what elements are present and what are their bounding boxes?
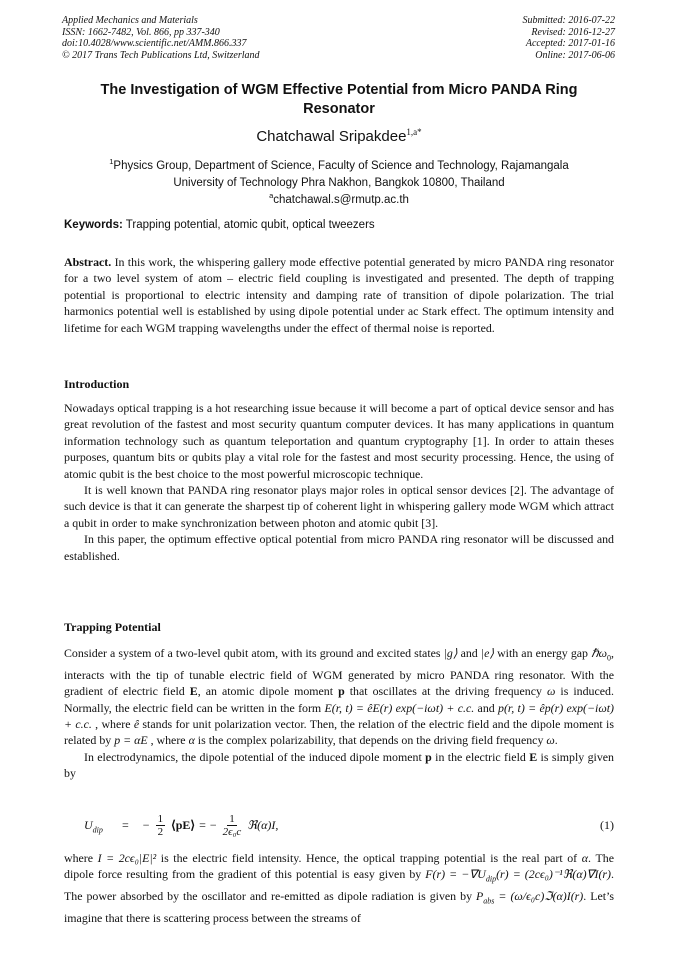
- trapping-paragraph-1: Consider a system of a two-level qubit atom, with its ground and excited states |g⟩ and |e⟩ with an energy gap ℏω$_0$, interacts with the tip of tunable electric field of WGM generated by micro PANDA ring resonator. With the gradient of electric field E, an atomic dipole moment p that oscillates at the driving frequency ω is induced. Normally, the electric field can be written in the form E(r, t) = êE(r) exp(−iωt) + c.c. and p(r, t) = êp(r) exp(−iωt) + c.c. , where ê stands for unit polarization vector. Then, the relation of the electric field and the dipole moment is related by p = αE , where α is the complex polarizability, that depends on the driving field frequency ω.: [64, 646, 614, 748]
- journal-header-right: [523, 15, 616, 61]
- online-date: Online: 2017-06-06: [535, 49, 615, 61]
- trapping-paragraph-3: where I = 2cϵ₀|E|² is the electric field intensity. Hence, the optical trapping potential is the real part of α. The dipole force resulting from the gradient of this potential is easy given by $F(r) = -\nabla U_{dip}(r)$ = (2cϵ₀)⁻¹ℜ(α)∇I(r). The power absorbed by the oscillator and re-emitted as dipole radiation is given by $P_{abs}$ = (ω/ϵ₀c)ℑ(α)I(r). Let’s imagine that there is scattering process between the streams of: [64, 851, 615, 925]
- equation-lhs: $U_{dip}$: [84, 818, 103, 835]
- email-address: chatchawal.s@rmutp.ac.th: [273, 193, 409, 206]
- keywords-text: Trapping potential, atomic qubit, optical tweezers: [122, 219, 375, 231]
- affiliation-superscript: 1: [109, 157, 114, 166]
- author-line: [64, 127, 614, 145]
- author-name: Chatchawal Sripakdee: [256, 128, 407, 145]
- author-email: [64, 191, 614, 206]
- accepted-date: Accepted: 2017-01-16: [525, 38, 615, 49]
- submitted-date: Submitted: 2016-07-22: [522, 15, 615, 26]
- affiliation-line-1: Physics Group, Department of Science, Faculty of Science and Technology, Rajamangala: [113, 159, 569, 172]
- abstract-label: Abstract.: [64, 255, 112, 269]
- trapping-potential-heading: Trapping Potential: [64, 620, 161, 634]
- affiliation: [64, 153, 614, 192]
- issn-line: ISSN: 1662-7482, Vol. 866, pp 337-340: [62, 26, 220, 38]
- keywords-label: Keywords:: [64, 219, 123, 231]
- abstract: [64, 254, 614, 336]
- author-superscript: 1,a*: [406, 127, 422, 137]
- paper-title: The Investigation of WGM Effective Potential from Micro PANDA Ring Resonator: [100, 82, 578, 117]
- trapping-paragraph-2: In electrodynamics, the dipole potential of the induced dipole moment p in the electric field E is simply given by: [64, 749, 614, 781]
- introduction-body: [64, 400, 614, 564]
- email-superscript: a: [269, 191, 274, 200]
- copyright-line: © 2017 Trans Tech Publications Ltd, Switzerland: [62, 49, 260, 61]
- doi-line: doi:10.4028/www.scientific.net/AMM.866.337: [62, 38, 247, 49]
- intro-paragraph-3: In this paper, the optimum effective optical potential from micro PANDA ring resonator will be discussed and established.: [64, 532, 614, 563]
- equation-1: [64, 808, 614, 844]
- fraction-one-half: $\frac{1}{2}$: [157, 812, 164, 838]
- journal-header-left: [62, 15, 260, 61]
- keywords: [64, 219, 614, 231]
- equation-rhs: = − $\frac{1}{2}$ ⟨pE⟩ = − $\frac{1}{\text{2ϵ₀c}}$ ℜ(α)I,: [122, 812, 279, 838]
- affiliation-line-2: University of Technology Phra Nakhon, Bangkok 10800, Thailand: [173, 176, 505, 189]
- abstract-text: In this work, the whispering gallery mode effective potential generated by micro PANDA ring resonator for a two level system of atom – electric field coupling is investigated and presented. The depth of trapping potential is proportional to electric intensity and damping rate of transition of dipole polarization. The trial harmonics potential well is established by using dipole potential under ac Stark effect. The optimum intensity and lifetime for each WGM trapping wavelengths under the effect of thermal noise is reported.: [64, 255, 614, 335]
- equation-number: (1): [600, 818, 614, 832]
- fraction-one-over-2e0c: $\frac{1}{\text{2ϵ₀c}}$: [222, 812, 242, 838]
- intro-paragraph-2: It is well known that PANDA ring resonator plays major roles in optical sensor devices [2]. The advantage of such device is that it can generate the sharpest tip of coherent light in whispering gallery mode WGM which attract a qubit in order to make synchronization between photon and atomic qubit [3].: [64, 483, 614, 530]
- trapping-body-continued: [64, 850, 614, 926]
- revised-date: Revised: 2016-12-27: [531, 26, 615, 38]
- introduction-heading: Introduction: [64, 377, 130, 391]
- journal-name: Applied Mechanics and Materials: [62, 15, 198, 26]
- intro-paragraph-1: Nowadays optical trapping is a hot researching issue because it will become a part of optical device sensor and has great revolution of the fastest and most security quantum computer devices. It has many applications in quantum information technology such as quantum teleportation and quantum cryptography [1]. In order to attain theses purposes, quantum bits or qubits play a vital role for the fastest and most security processing. Hence, the using of atomic qubit is the best choice to the most powerful microscopic technique.: [64, 401, 614, 481]
- trapping-body: [64, 645, 614, 782]
